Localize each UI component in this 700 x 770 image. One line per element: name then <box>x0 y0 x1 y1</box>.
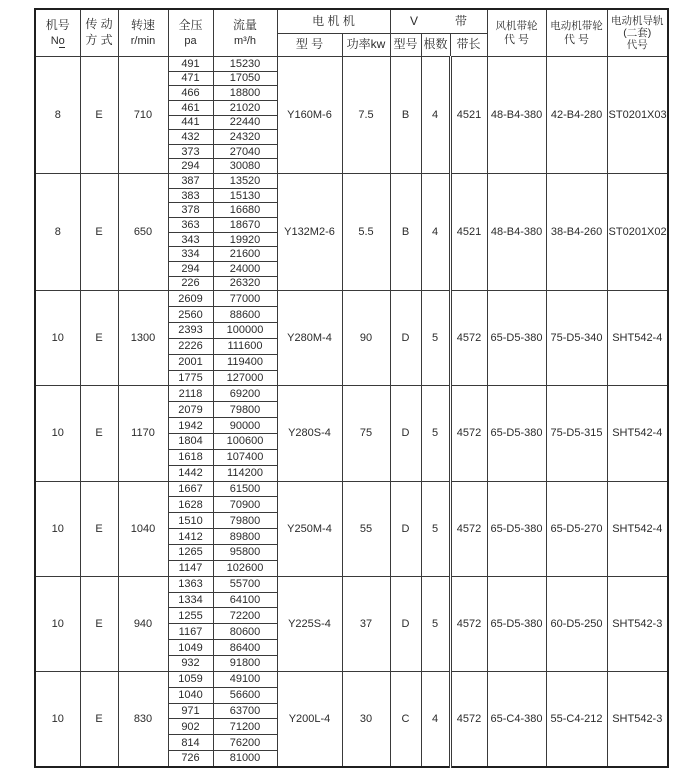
cell-belt-type: D <box>390 576 421 671</box>
cell-pressure: 902 <box>168 719 213 735</box>
cell-motor-model: Y132M2-6 <box>277 174 342 291</box>
header-machine-no-en: No <box>50 34 65 47</box>
table-row <box>35 576 668 592</box>
header-pressure: 全压 pa <box>168 9 213 57</box>
cell-pressure: 378 <box>168 203 213 218</box>
cell-pressure: 491 <box>168 57 213 72</box>
fan-motor-spec-table <box>34 8 669 768</box>
cell-belt-count: 4 <box>421 57 450 174</box>
cell-pressure: 1059 <box>168 671 213 687</box>
cell-pressure: 2560 <box>168 307 213 323</box>
cell-flow: 30080 <box>213 159 277 174</box>
cell-motor-model: Y280M-4 <box>277 291 342 386</box>
cell-flow: 16680 <box>213 203 277 218</box>
cell-flow: 56600 <box>213 687 277 703</box>
cell-drive-mode: E <box>80 57 118 174</box>
cell-flow: 63700 <box>213 703 277 719</box>
cell-flow: 21020 <box>213 100 277 115</box>
cell-motor-power: 7.5 <box>342 57 390 174</box>
cell-fan-pulley: 65-D5-380 <box>487 386 546 481</box>
cell-pressure: 466 <box>168 86 213 101</box>
cell-pressure: 294 <box>168 261 213 276</box>
cell-belt-length: 4572 <box>450 291 487 386</box>
header-drive-mode: 传 动 方 式 <box>80 9 118 57</box>
cell-pressure: 373 <box>168 144 213 159</box>
cell-pressure: 1040 <box>168 687 213 703</box>
cell-flow: 100600 <box>213 433 277 449</box>
table-row <box>35 57 668 72</box>
cell-pressure: 1334 <box>168 592 213 608</box>
cell-motor-model: Y280S-4 <box>277 386 342 481</box>
cell-belt-length: 4572 <box>450 671 487 766</box>
cell-drive-mode: E <box>80 386 118 481</box>
cell-motor-rail: ST0201X02 <box>607 174 668 291</box>
cell-drive-mode: E <box>80 671 118 766</box>
cell-motor-power: 30 <box>342 671 390 766</box>
cell-machine-no: 10 <box>35 576 80 671</box>
cell-flow: 55700 <box>213 576 277 592</box>
cell-flow: 76200 <box>213 735 277 751</box>
cell-pressure: 814 <box>168 735 213 751</box>
cell-flow: 71200 <box>213 719 277 735</box>
cell-motor-pulley: 75-D5-315 <box>546 386 607 481</box>
cell-pressure: 1265 <box>168 545 213 561</box>
cell-belt-length: 4521 <box>450 174 487 291</box>
cell-pressure: 1667 <box>168 481 213 497</box>
cell-speed: 940 <box>118 576 168 671</box>
cell-motor-rail: SHT542-3 <box>607 671 668 766</box>
cell-flow: 26320 <box>213 276 277 291</box>
cell-pressure: 1775 <box>168 370 213 386</box>
cell-pressure: 334 <box>168 247 213 262</box>
cell-pressure: 294 <box>168 159 213 174</box>
cell-speed: 1300 <box>118 291 168 386</box>
cell-belt-count: 5 <box>421 481 450 576</box>
cell-pressure: 1510 <box>168 513 213 529</box>
cell-drive-mode: E <box>80 291 118 386</box>
cell-pressure: 1255 <box>168 608 213 624</box>
header-vbelt-group: V 带 <box>390 9 487 34</box>
cell-pressure: 2393 <box>168 322 213 338</box>
table-row <box>35 671 668 687</box>
cell-pressure: 1167 <box>168 624 213 640</box>
cell-motor-power: 5.5 <box>342 174 390 291</box>
cell-pressure: 932 <box>168 656 213 672</box>
cell-motor-power: 75 <box>342 386 390 481</box>
cell-flow: 81000 <box>213 751 277 767</box>
cell-pressure: 441 <box>168 115 213 130</box>
cell-pressure: 2118 <box>168 386 213 402</box>
cell-motor-rail: SHT542-4 <box>607 291 668 386</box>
cell-fan-pulley: 65-D5-380 <box>487 576 546 671</box>
cell-flow: 64100 <box>213 592 277 608</box>
cell-speed: 1040 <box>118 481 168 576</box>
cell-motor-rail: ST0201X03 <box>607 57 668 174</box>
spec-table-container <box>34 8 669 768</box>
cell-flow: 15130 <box>213 188 277 203</box>
cell-flow: 127000 <box>213 370 277 386</box>
cell-pressure: 461 <box>168 100 213 115</box>
header-belt-length: 带长 <box>450 34 487 57</box>
cell-motor-pulley: 42-B4-280 <box>546 57 607 174</box>
cell-flow: 88600 <box>213 307 277 323</box>
cell-pressure: 971 <box>168 703 213 719</box>
cell-drive-mode: E <box>80 174 118 291</box>
cell-motor-pulley: 75-D5-340 <box>546 291 607 386</box>
cell-flow: 89800 <box>213 529 277 545</box>
header-belt-type: 型号 <box>390 34 421 57</box>
cell-belt-length: 4572 <box>450 481 487 576</box>
cell-pressure: 1628 <box>168 497 213 513</box>
cell-belt-length: 4521 <box>450 57 487 174</box>
header-flow: 流量 m³/h <box>213 9 277 57</box>
header-fan-pulley: 风机带轮 代 号 <box>487 9 546 57</box>
cell-motor-power: 90 <box>342 291 390 386</box>
cell-drive-mode: E <box>80 576 118 671</box>
cell-pressure: 383 <box>168 188 213 203</box>
cell-motor-model: Y225S-4 <box>277 576 342 671</box>
cell-drive-mode: E <box>80 481 118 576</box>
cell-flow: 95800 <box>213 545 277 561</box>
cell-motor-pulley: 38-B4-260 <box>546 174 607 291</box>
cell-fan-pulley: 48-B4-380 <box>487 57 546 174</box>
cell-machine-no: 10 <box>35 291 80 386</box>
cell-machine-no: 10 <box>35 481 80 576</box>
cell-flow: 22440 <box>213 115 277 130</box>
cell-speed: 710 <box>118 57 168 174</box>
cell-pressure: 1412 <box>168 529 213 545</box>
cell-motor-model: Y160M-6 <box>277 57 342 174</box>
cell-speed: 1170 <box>118 386 168 481</box>
cell-belt-count: 5 <box>421 576 450 671</box>
cell-flow: 86400 <box>213 640 277 656</box>
cell-flow: 91800 <box>213 656 277 672</box>
cell-flow: 61500 <box>213 481 277 497</box>
cell-flow: 114200 <box>213 465 277 481</box>
cell-belt-type: D <box>390 481 421 576</box>
header-motor-group: 电 机 机 <box>277 9 390 34</box>
cell-motor-pulley: 55-C4-212 <box>546 671 607 766</box>
cell-pressure: 1618 <box>168 449 213 465</box>
cell-pressure: 1363 <box>168 576 213 592</box>
header-belt-count: 根数 <box>421 34 450 57</box>
header-machine-no <box>35 9 80 57</box>
cell-flow: 70900 <box>213 497 277 513</box>
cell-motor-rail: SHT542-4 <box>607 386 668 481</box>
cell-pressure: 2079 <box>168 402 213 418</box>
cell-fan-pulley: 48-B4-380 <box>487 174 546 291</box>
cell-pressure: 2001 <box>168 354 213 370</box>
cell-fan-pulley: 65-D5-380 <box>487 291 546 386</box>
cell-pressure: 1442 <box>168 465 213 481</box>
cell-motor-model: Y200L-4 <box>277 671 342 766</box>
cell-flow: 111600 <box>213 338 277 354</box>
cell-pressure: 1147 <box>168 560 213 576</box>
cell-machine-no: 10 <box>35 386 80 481</box>
cell-flow: 107400 <box>213 449 277 465</box>
cell-motor-pulley: 60-D5-250 <box>546 576 607 671</box>
cell-belt-type: D <box>390 291 421 386</box>
header-speed: 转速 r/min <box>118 9 168 57</box>
cell-flow: 49100 <box>213 671 277 687</box>
cell-flow: 90000 <box>213 418 277 434</box>
cell-belt-count: 5 <box>421 291 450 386</box>
table-row <box>35 174 668 189</box>
cell-machine-no: 10 <box>35 671 80 766</box>
cell-flow: 79800 <box>213 513 277 529</box>
cell-motor-power: 55 <box>342 481 390 576</box>
cell-belt-length: 4572 <box>450 386 487 481</box>
cell-machine-no: 8 <box>35 57 80 174</box>
cell-pressure: 471 <box>168 71 213 86</box>
cell-pressure: 2226 <box>168 338 213 354</box>
cell-motor-rail: SHT542-4 <box>607 481 668 576</box>
cell-motor-power: 37 <box>342 576 390 671</box>
cell-flow: 72200 <box>213 608 277 624</box>
cell-pressure: 1942 <box>168 418 213 434</box>
header-motor-pulley: 电动机带轮 代 号 <box>546 9 607 57</box>
cell-belt-length: 4572 <box>450 576 487 671</box>
header-motor-model: 型 号 <box>277 34 342 57</box>
cell-belt-type: D <box>390 386 421 481</box>
table-row <box>35 291 668 307</box>
cell-belt-count: 4 <box>421 174 450 291</box>
cell-fan-pulley: 65-C4-380 <box>487 671 546 766</box>
cell-pressure: 432 <box>168 130 213 145</box>
cell-motor-rail: SHT542-3 <box>607 576 668 671</box>
cell-pressure: 387 <box>168 174 213 189</box>
cell-pressure: 1049 <box>168 640 213 656</box>
cell-flow: 18800 <box>213 86 277 101</box>
cell-belt-type: B <box>390 57 421 174</box>
cell-flow: 27040 <box>213 144 277 159</box>
cell-flow: 100000 <box>213 322 277 338</box>
cell-belt-count: 4 <box>421 671 450 766</box>
table-body <box>35 57 668 767</box>
cell-flow: 102600 <box>213 560 277 576</box>
cell-pressure: 343 <box>168 232 213 247</box>
cell-flow: 24000 <box>213 261 277 276</box>
cell-pressure: 226 <box>168 276 213 291</box>
cell-belt-type: C <box>390 671 421 766</box>
cell-flow: 80600 <box>213 624 277 640</box>
cell-flow: 77000 <box>213 291 277 307</box>
cell-flow: 69200 <box>213 386 277 402</box>
cell-flow: 13520 <box>213 174 277 189</box>
cell-belt-type: B <box>390 174 421 291</box>
cell-flow: 18670 <box>213 218 277 233</box>
cell-flow: 17050 <box>213 71 277 86</box>
cell-pressure: 363 <box>168 218 213 233</box>
cell-pressure: 2609 <box>168 291 213 307</box>
header-motor-power: 功率kw <box>342 34 390 57</box>
header-motor-rail: 电动机导轨 (二套) 代号 <box>607 9 668 57</box>
cell-speed: 830 <box>118 671 168 766</box>
cell-belt-count: 5 <box>421 386 450 481</box>
header-row-1 <box>35 9 668 34</box>
cell-flow: 24320 <box>213 130 277 145</box>
cell-motor-pulley: 65-D5-270 <box>546 481 607 576</box>
cell-flow: 19920 <box>213 232 277 247</box>
cell-flow: 21600 <box>213 247 277 262</box>
cell-flow: 15230 <box>213 57 277 72</box>
table-row <box>35 481 668 497</box>
cell-pressure: 726 <box>168 751 213 767</box>
table-row <box>35 386 668 402</box>
header-machine-no-cn: 机号 <box>45 17 70 32</box>
cell-fan-pulley: 65-D5-380 <box>487 481 546 576</box>
cell-flow: 79800 <box>213 402 277 418</box>
cell-motor-model: Y250M-4 <box>277 481 342 576</box>
cell-machine-no: 8 <box>35 174 80 291</box>
cell-flow: 119400 <box>213 354 277 370</box>
cell-speed: 650 <box>118 174 168 291</box>
cell-pressure: 1804 <box>168 433 213 449</box>
